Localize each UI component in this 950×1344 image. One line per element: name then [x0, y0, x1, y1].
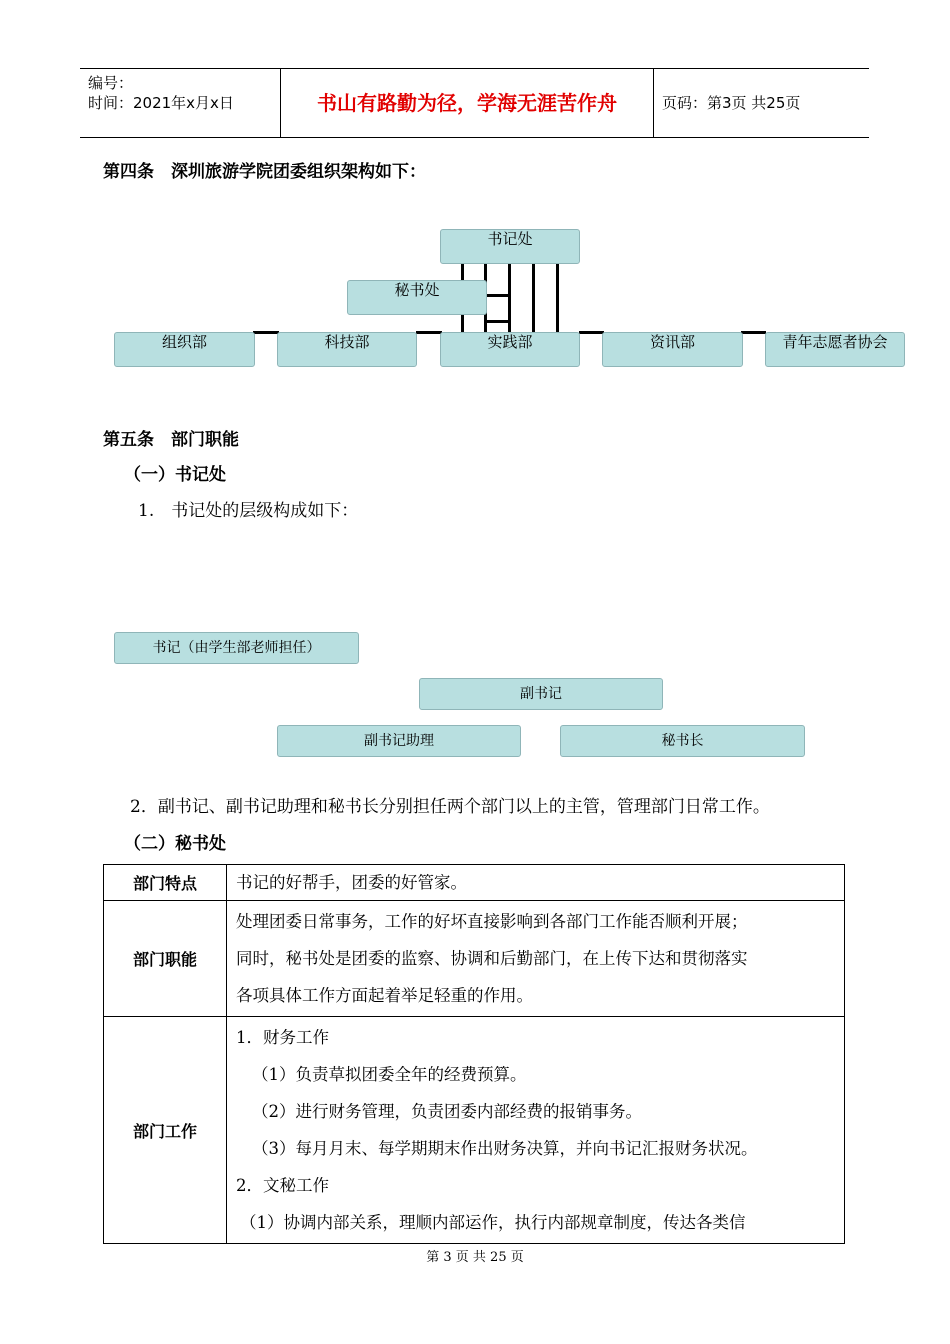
article4-title: 第四条 深圳旅游学院团委组织架构如下： [103, 162, 426, 182]
hierarchy-box-secretary-general: 秘书长 [560, 725, 805, 757]
org-box-department: 青年志愿者协会 [765, 332, 905, 367]
row-line: 处理团委日常事务，工作的好坏直接影响到各部门工作能否顺利开展； [236, 912, 748, 931]
org-connector [487, 294, 508, 297]
org-connector [508, 262, 511, 334]
org-connector [579, 331, 604, 334]
row-line: （1）负责草拟团委全年的经费预算。 [252, 1065, 527, 1084]
row-value [227, 1017, 845, 1244]
row-line: （3）每月月末、每学期期末作出财务决算，并向书记汇报财务状况。 [252, 1139, 758, 1158]
header-motto: 书山有路勤为径，学海无涯苦作舟 [281, 69, 654, 137]
org-connector [741, 331, 766, 334]
section-secretariat: （二）秘书处 [124, 834, 226, 854]
org-box-department: 资讯部 [602, 332, 743, 367]
org-box-department: 实践部 [440, 332, 580, 367]
org-connector [416, 331, 442, 334]
department-table [103, 864, 845, 1244]
org-connector [532, 262, 535, 334]
row-value [227, 865, 845, 901]
org-connector [556, 262, 559, 334]
org-box-department: 科技部 [277, 332, 417, 367]
doc-time-label: 时间：2021年x月x日 [88, 94, 234, 112]
section-secretary-office: （一）书记处 [124, 465, 226, 485]
row-line: 同时，秘书处是团委的监察、协调和后勤部门，在上传下达和贯彻落实 [236, 949, 748, 968]
org-box-secretariat: 秘书处 [347, 280, 487, 315]
hierarchy-box-assistant: 副书记助理 [277, 725, 521, 757]
row-line: （2）进行财务管理，负责团委内部经费的报销事务。 [252, 1102, 642, 1121]
article5-title: 第五条 部门职能 [103, 430, 239, 450]
header-page-info: 页码：第3页 共25页 [662, 94, 801, 112]
item1-text: 1. 书记处的层级构成如下： [138, 501, 359, 521]
header-meta [80, 69, 281, 137]
hierarchy-box-secretary: 书记（由学生部老师担任） [114, 632, 359, 664]
org-connector [253, 331, 279, 334]
item2-text: 2．副书记、副书记助理和秘书长分别担任两个部门以上的主管，管理部门日常工作。 [130, 797, 770, 817]
row-line: 各项具体工作方面起着举足轻重的作用。 [236, 986, 533, 1005]
doc-number-label: 编号： [88, 74, 134, 92]
page-footer: 第 3 页 共 25 页 [426, 1250, 524, 1265]
table-row [104, 901, 845, 1017]
row-key: 部门特点 [104, 865, 227, 901]
org-box-department: 组织部 [114, 332, 255, 367]
org-box-top: 书记处 [440, 229, 580, 264]
page-header [80, 68, 869, 138]
hierarchy-box-deputy: 副书记 [419, 678, 663, 710]
table-row [104, 865, 845, 901]
row-line: 书记的好帮手，团委的好管家。 [236, 872, 467, 892]
row-value [227, 901, 845, 1017]
table-row [104, 1017, 845, 1244]
row-line: 1．财务工作 [236, 1028, 329, 1047]
row-key: 部门工作 [104, 1017, 227, 1244]
row-key: 部门职能 [104, 901, 227, 1017]
row-line: （1）协调内部关系，理顺内部运作，执行内部规章制度，传达各类信 [240, 1213, 746, 1232]
row-line: 2．文秘工作 [236, 1176, 329, 1195]
org-connector [487, 320, 508, 323]
